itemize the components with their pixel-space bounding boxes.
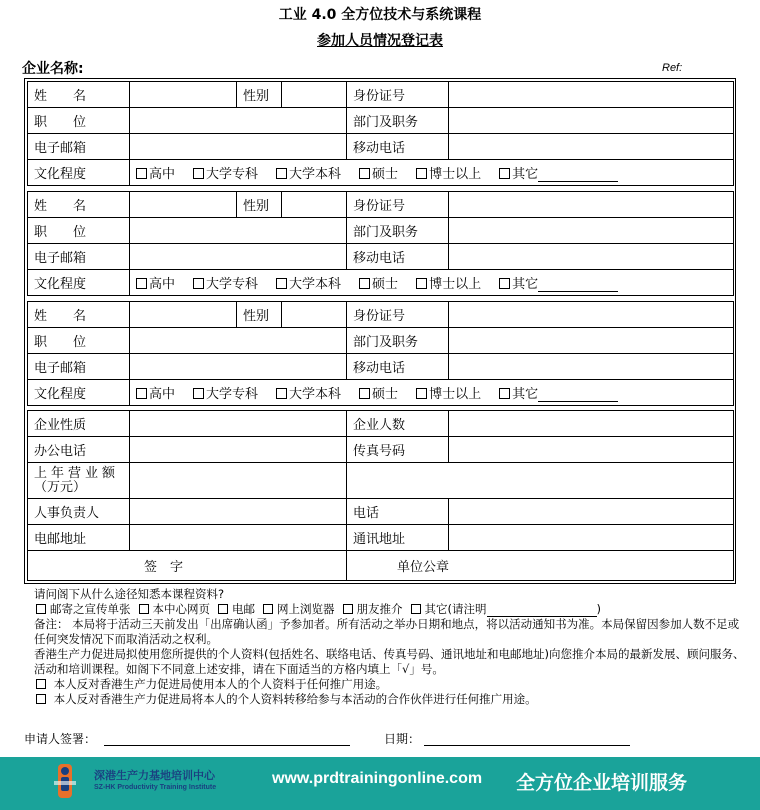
- education-option[interactable]: [359, 383, 398, 402]
- education-option[interactable]: [416, 163, 481, 182]
- department-field[interactable]: [449, 218, 734, 244]
- position-label: 职 位: [28, 218, 130, 244]
- closing-paren: ): [596, 602, 601, 616]
- education-option[interactable]: [193, 163, 258, 182]
- other-source-blank[interactable]: [487, 604, 597, 617]
- position-field[interactable]: [130, 108, 347, 134]
- participant-table: [27, 301, 734, 406]
- optout-2: [34, 692, 749, 707]
- education-option-label: 高中: [149, 277, 176, 292]
- education-option-label: 大学本科: [289, 167, 342, 182]
- education-option-label: 大学专科: [206, 277, 259, 292]
- department-label: 部门及职务: [347, 328, 449, 354]
- office-phone-field[interactable]: [130, 437, 347, 463]
- logo-chinese-name: 深港生产力基地培训中心: [94, 769, 215, 782]
- mobile-label: 移动电话: [347, 134, 449, 160]
- logo-english-name: SZ-HK Productivity Training Institute: [94, 784, 217, 791]
- phone-field[interactable]: [449, 499, 734, 525]
- education-option[interactable]: [276, 273, 341, 292]
- source-options: [34, 602, 749, 617]
- education-option-label: 硕士: [372, 277, 399, 292]
- checkbox-icon[interactable]: [136, 168, 147, 179]
- form-subtitle: 参加人员情况登记表: [317, 33, 443, 49]
- name-label: 姓 名: [28, 302, 130, 328]
- revenue-label-line1: 上年营业额: [34, 465, 120, 481]
- source-checkbox[interactable]: [343, 604, 353, 614]
- source-checkbox[interactable]: [139, 604, 149, 614]
- education-option-label: 博士以上: [429, 387, 482, 402]
- other-blank-line[interactable]: [538, 278, 618, 292]
- education-label: 文化程度: [28, 270, 130, 296]
- company-nature-label: 企业性质: [28, 411, 130, 437]
- email-label: 电子邮箱: [28, 354, 130, 380]
- remark-text: 备注： 本局将于活动三天前发出「出席确认函」予参加者。所有活动之举办日期和地点，将以活动通知书为准。本局保留因参加人数不足或任何突发情况下而取消活动之权利。: [34, 617, 740, 646]
- date-label: 日期：: [384, 732, 421, 746]
- department-field[interactable]: [449, 108, 734, 134]
- phone-label: 电话: [347, 499, 449, 525]
- source-option-label: 电邮: [232, 602, 255, 616]
- mobile-label: 移动电话: [347, 244, 449, 270]
- company-info-table: [27, 410, 734, 581]
- source-checkbox[interactable]: [218, 604, 228, 614]
- stamp-cell[interactable]: [347, 551, 734, 581]
- mobile-field[interactable]: [449, 134, 734, 160]
- revenue-field[interactable]: [130, 463, 347, 499]
- checkbox-icon[interactable]: [499, 168, 510, 179]
- email-field[interactable]: [130, 244, 347, 270]
- company-nature-field[interactable]: [130, 411, 347, 437]
- education-option[interactable]: [193, 383, 258, 402]
- education-label: 文化程度: [28, 160, 130, 186]
- optout-2-label: 本人反对香港生产力促进局将本人的个人资料转移给参与本活动的合作伙伴进行任何推广用途。: [53, 692, 537, 706]
- email-address-label: 电邮地址: [28, 525, 130, 551]
- checkbox-icon[interactable]: [276, 278, 287, 289]
- name-label: 姓 名: [28, 82, 130, 108]
- email-label: 电子邮箱: [28, 134, 130, 160]
- position-field[interactable]: [130, 218, 347, 244]
- mobile-field[interactable]: [449, 354, 734, 380]
- checkbox-icon[interactable]: [136, 388, 147, 399]
- id-no-label: 身份证号: [347, 82, 449, 108]
- revenue-extra-field[interactable]: [347, 463, 734, 499]
- fax-label: 传真号码: [347, 437, 449, 463]
- education-option[interactable]: [499, 163, 618, 182]
- checkbox-icon[interactable]: [136, 278, 147, 289]
- checkbox-icon[interactable]: [359, 168, 370, 179]
- education-option-label: 高中: [149, 387, 176, 402]
- optout-1-label: 本人反对香港生产力促进局使用本人的个人资料于任何推广用途。: [53, 677, 388, 691]
- education-option-label: 博士以上: [429, 167, 482, 182]
- checkbox-icon[interactable]: [276, 168, 287, 179]
- source-checkbox[interactable]: [36, 604, 46, 614]
- gender-field[interactable]: [282, 192, 347, 218]
- education-option-label: 博士以上: [429, 277, 482, 292]
- education-option-label: 硕士: [372, 387, 399, 402]
- id-no-field[interactable]: [449, 192, 734, 218]
- department-label: 部门及职务: [347, 218, 449, 244]
- mobile-label: 移动电话: [347, 354, 449, 380]
- checkbox-icon[interactable]: [416, 278, 427, 289]
- name-label: 姓 名: [28, 192, 130, 218]
- education-options: [130, 380, 734, 406]
- checkbox-icon[interactable]: [193, 388, 204, 399]
- email-label: 电子邮箱: [28, 244, 130, 270]
- source-option-label: 邮寄之宣传单张: [50, 602, 131, 616]
- email-field[interactable]: [130, 134, 347, 160]
- education-label: 文化程度: [28, 380, 130, 406]
- source-option-label: 其它(请注明: [424, 602, 487, 616]
- participant-table: [27, 81, 734, 186]
- education-option[interactable]: [416, 273, 481, 292]
- education-option-label: 高中: [149, 167, 176, 182]
- signature-label: 签 字: [144, 560, 184, 575]
- checkbox-icon[interactable]: [359, 388, 370, 399]
- ref-label: Ref:: [662, 62, 683, 74]
- name-field[interactable]: [130, 192, 237, 218]
- mail-address-field[interactable]: [449, 525, 734, 551]
- education-option[interactable]: [193, 273, 258, 292]
- office-phone-label: 办公电话: [28, 437, 130, 463]
- checkbox-icon[interactable]: [499, 278, 510, 289]
- optout-1: [34, 677, 749, 692]
- revenue-label: [28, 463, 130, 499]
- checkbox-icon[interactable]: [193, 278, 204, 289]
- education-option-label: 其它: [512, 387, 539, 402]
- hr-contact-label: 人事负责人: [28, 499, 130, 525]
- education-option[interactable]: [276, 383, 341, 402]
- website-url[interactable]: www.prdtrainingonline.com: [272, 770, 483, 787]
- education-options: [130, 270, 734, 296]
- education-option[interactable]: [136, 383, 175, 402]
- gender-label: 性别: [237, 82, 282, 108]
- id-no-field[interactable]: [449, 82, 734, 108]
- education-options: [130, 160, 734, 186]
- signature-cell[interactable]: [28, 551, 347, 581]
- position-label: 职 位: [28, 108, 130, 134]
- email-address-field[interactable]: [130, 525, 347, 551]
- department-field[interactable]: [449, 328, 734, 354]
- source-checkbox[interactable]: [411, 604, 421, 614]
- education-option[interactable]: [359, 163, 398, 182]
- optout-1-checkbox[interactable]: [36, 679, 46, 689]
- education-option[interactable]: [359, 273, 398, 292]
- hr-contact-field[interactable]: [130, 499, 347, 525]
- position-label: 职 位: [28, 328, 130, 354]
- gender-label: 性别: [237, 302, 282, 328]
- education-option[interactable]: [136, 163, 175, 182]
- source-question: 请问阁下从什么途径知悉本课程资料?: [34, 587, 225, 601]
- id-no-label: 身份证号: [347, 192, 449, 218]
- slogan: 全方位企业培训服务: [516, 772, 688, 794]
- education-option-label: 大学本科: [289, 387, 342, 402]
- gender-label: 性别: [237, 192, 282, 218]
- mobile-field[interactable]: [449, 244, 734, 270]
- checkbox-icon[interactable]: [499, 388, 510, 399]
- source-option-label: 朋友推介: [356, 602, 403, 616]
- gender-field[interactable]: [282, 82, 347, 108]
- education-option-label: 硕士: [372, 167, 399, 182]
- source-option-label: 网上浏览器: [277, 602, 335, 616]
- education-option[interactable]: [416, 383, 481, 402]
- checkbox-icon[interactable]: [193, 168, 204, 179]
- education-option-label: 其它: [512, 277, 539, 292]
- education-option[interactable]: [499, 273, 618, 292]
- other-blank-line[interactable]: [538, 388, 618, 402]
- education-option-label: 其它: [512, 167, 539, 182]
- education-option-label: 大学专科: [206, 387, 259, 402]
- notes-section: [34, 587, 749, 707]
- email-field[interactable]: [130, 354, 347, 380]
- participant-table: [27, 191, 734, 296]
- applicant-signature-label: 申请人签署：: [24, 732, 97, 746]
- source-checkbox[interactable]: [263, 604, 273, 614]
- privacy-text: 香港生产力促进局拟使用您所提供的个人资料(包括姓名、联络电话、传真号码、通讯地址和电邮地址)向您推介本局的最新发展、顾问服务、活动和培训课程。如阁下不同意上述安排，请在下面适当的方格内填上「√」号。: [34, 647, 745, 676]
- id-no-label: 身份证号: [347, 302, 449, 328]
- education-option-label: 大学本科: [289, 277, 342, 292]
- position-field[interactable]: [130, 328, 347, 354]
- name-field[interactable]: [130, 302, 237, 328]
- other-blank-line[interactable]: [538, 168, 618, 182]
- checkbox-icon[interactable]: [416, 388, 427, 399]
- employees-label: 企业人数: [347, 411, 449, 437]
- id-no-field[interactable]: [449, 302, 734, 328]
- stamp-label: 单位公章: [397, 560, 450, 575]
- department-label: 部门及职务: [347, 108, 449, 134]
- education-option[interactable]: [136, 273, 175, 292]
- checkbox-icon[interactable]: [359, 278, 370, 289]
- name-field[interactable]: [130, 82, 237, 108]
- optout-2-checkbox[interactable]: [36, 694, 46, 704]
- employees-field[interactable]: [449, 411, 734, 437]
- applicant-signature-line[interactable]: [104, 732, 350, 746]
- source-option-label: 本中心网页: [152, 602, 210, 616]
- education-option[interactable]: [276, 163, 341, 182]
- company-name-label: 企业名称:: [22, 61, 84, 77]
- mail-address-label: 通讯地址: [347, 525, 449, 551]
- date-line[interactable]: [424, 732, 630, 746]
- education-option[interactable]: [499, 383, 618, 402]
- checkbox-icon[interactable]: [276, 388, 287, 399]
- institute-logo-icon: [52, 762, 78, 800]
- education-option-label: 大学专科: [206, 167, 259, 182]
- form-title: 工业 4.0 全方位技术与系统课程: [278, 7, 482, 23]
- fax-field[interactable]: [449, 437, 734, 463]
- revenue-label-line2: （万元）: [34, 479, 87, 495]
- checkbox-icon[interactable]: [416, 168, 427, 179]
- gender-field[interactable]: [282, 302, 347, 328]
